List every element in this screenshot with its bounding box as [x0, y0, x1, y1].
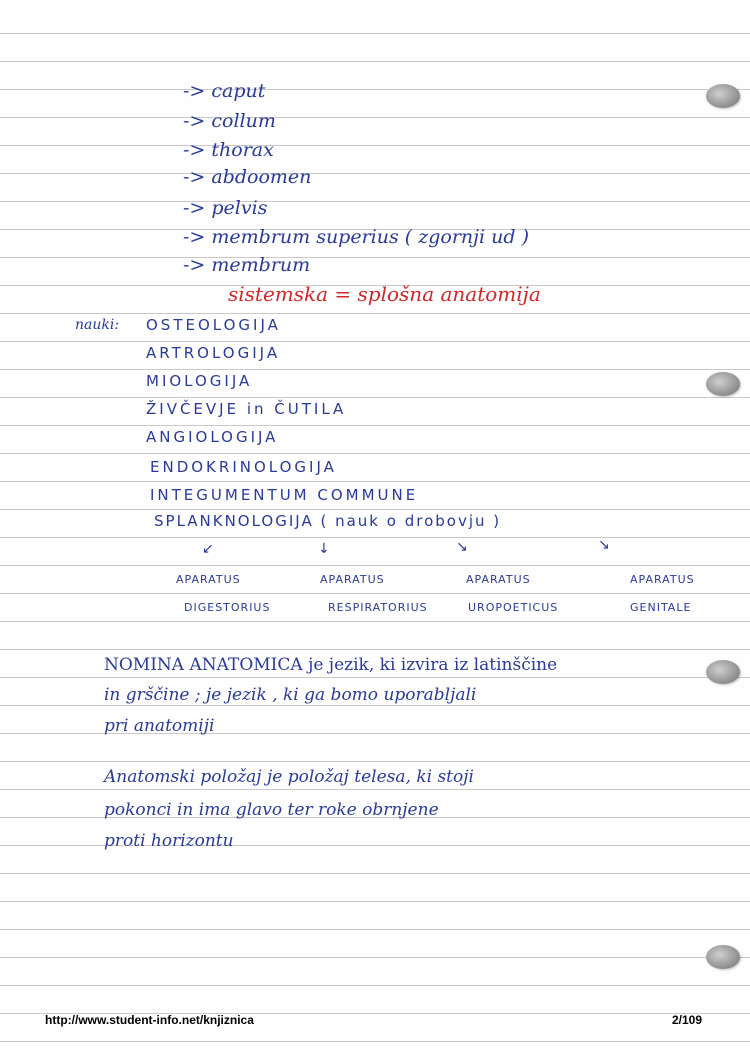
apparatus-bottom-respiratorius: RESPIRATORIUS: [328, 601, 428, 614]
body-part-membrum-superius: -> membrum superius ( zgornji ud ): [183, 226, 530, 248]
punch-hole-top: [706, 84, 740, 108]
apparatus-bottom-uropoeticus: UROPOETICUS: [468, 601, 559, 614]
apparatus-top-2: APARATUS: [320, 573, 385, 586]
nomina-line-1: NOMINA ANATOMICA je jezik, ki izvira iz latinščine: [104, 655, 558, 675]
body-part-thorax: -> thorax: [183, 139, 274, 161]
punch-hole-bottom: [706, 945, 740, 969]
punch-hole-lower: [706, 660, 740, 684]
body-part-abdoomen: -> abdoomen: [183, 166, 312, 188]
arrow-down-icon: ↓: [318, 541, 330, 557]
body-part-caput: -> caput: [183, 80, 266, 102]
body-part-membrum: -> membrum: [183, 254, 311, 276]
naukes-prefix: nauki:: [75, 317, 120, 333]
footer-url: http://www.student-info.net/knjiznica: [45, 1013, 254, 1027]
footer-page-number: 2/109: [672, 1013, 703, 1027]
nauk-artrologija: ARTROLOGIJA: [146, 344, 281, 362]
nauk-osteologija: OSTEOLOGIJA: [146, 316, 281, 334]
nauk-integumentum: INTEGUMENTUM COMMUNE: [150, 486, 419, 504]
nauk-angiologija: ANGIOLOGIJA: [146, 428, 279, 446]
apparatus-top-4: APARATUS: [630, 573, 695, 586]
apparatus-bottom-digestorius: DIGESTORIUS: [184, 601, 271, 614]
body-part-collum: -> collum: [183, 110, 276, 132]
nomina-line-2: in grščine ; je jezik , ki ga bomo uporabljali: [104, 685, 477, 705]
arrow-down-icon: ↙: [202, 541, 214, 557]
punch-hole-middle: [706, 372, 740, 396]
body-part-pelvis: -> pelvis: [183, 197, 268, 219]
apparatus-top-1: APARATUS: [176, 573, 241, 586]
apparatus-bottom-genitale: GENITALE: [630, 601, 692, 614]
nauk-splanknologija: SPLANKNOLOGIJA ( nauk o drobovju ): [154, 512, 502, 530]
anatomski-line-2: pokonci in ima glavo ter roke obrnjene: [104, 800, 439, 820]
red-definition-line: sistemska = splošna anatomija: [228, 282, 541, 306]
nauk-endokrinologija: ENDOKRINOLOGIJA: [150, 458, 337, 476]
nomina-line-3: pri anatomiji: [104, 716, 215, 736]
anatomski-line-1: Anatomski položaj je položaj telesa, ki stoji: [104, 767, 474, 787]
apparatus-top-3: APARATUS: [466, 573, 531, 586]
anatomski-line-3: proti horizontu: [104, 831, 234, 851]
nauk-miologija: MIOLOGIJA: [146, 372, 253, 390]
arrow-down-icon: ↘: [456, 539, 468, 555]
arrow-down-icon: ↘: [598, 537, 610, 553]
nauk-zivcevje: ŽIVČEVJE in ČUTILA: [146, 400, 347, 418]
